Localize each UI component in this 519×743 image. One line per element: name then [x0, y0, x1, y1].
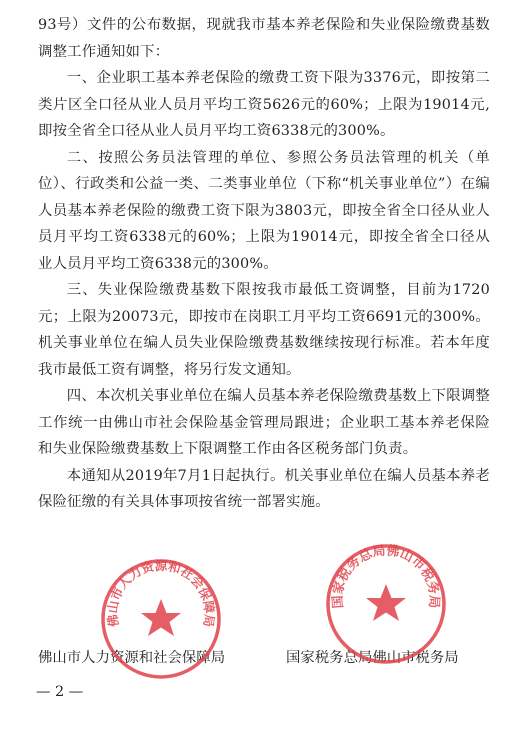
paragraph-item-1: 一、企业职工基本养老保险的缴费工资下限为3376元，即按第二类片区全口径从业人员月平均工资5626元的60%；上限为19014元,即按全省全口径从业人员月平均工资6338元的300%。 [38, 70, 490, 139]
paragraph-effective-date: 本通知从2019年7月1日起执行。机关事业单位在编人员基本养老保险征缴的有关具体事项按省统一部署实施。 [38, 467, 490, 510]
seal-left-graphic [97, 555, 225, 683]
official-seal-left [97, 555, 225, 683]
paragraph-intro: 93号）文件的公布数据，现就我市基本养老保险和失业保险缴费基数调整工作通知如下： [38, 17, 490, 60]
signature-left-org: 佛山市人力资源和社会保障局 [38, 650, 226, 666]
svg-text:佛山市人力资源和社会保障局: 佛山市人力资源和社会保障局 [104, 557, 218, 628]
paragraph-item-2: 二、按照公务员法管理的单位、参照公务员法管理的机关（单位）、行政类和公益一类、二类事业单位（下称“机关事业单位”）在编人员基本养老保险的缴费工资下限为3803元，即按全省全口径从业人员月平均工资6338元的60%；上限为19014元，即按全省全口径从业人员月平均工资6338元的300%。 [38, 149, 490, 272]
star-icon [141, 599, 181, 636]
official-seal-right [322, 540, 450, 668]
paragraph-item-4: 四、本次机关事业单位在编人员基本养老保险缴费基数上下限调整工作统一由佛山市社会保险基金管理局跟进；企业职工基本养老保险和失业保险缴费基数上下限调整工作由各区税务部门负责。 [38, 388, 490, 457]
svg-text:国家税务总局佛山市税务局: 国家税务总局佛山市税务局 [330, 543, 442, 609]
signature-right-org: 国家税务总局佛山市税务局 [286, 650, 459, 666]
document-body [38, 12, 490, 516]
page-number: — 2 — [36, 684, 84, 700]
star-icon [366, 584, 406, 621]
seal-right-graphic [322, 540, 450, 668]
paragraph-item-3: 三、失业保险缴费基数下限按我市最低工资调整，目前为1720元；上限为20073元，即按市在岗职工月平均工资6691元的300%。机关事业单位在编人员失业保险缴费基数继续按现行标准。若本年度我市最低工资有调整，将另行发文通知。 [38, 282, 490, 378]
